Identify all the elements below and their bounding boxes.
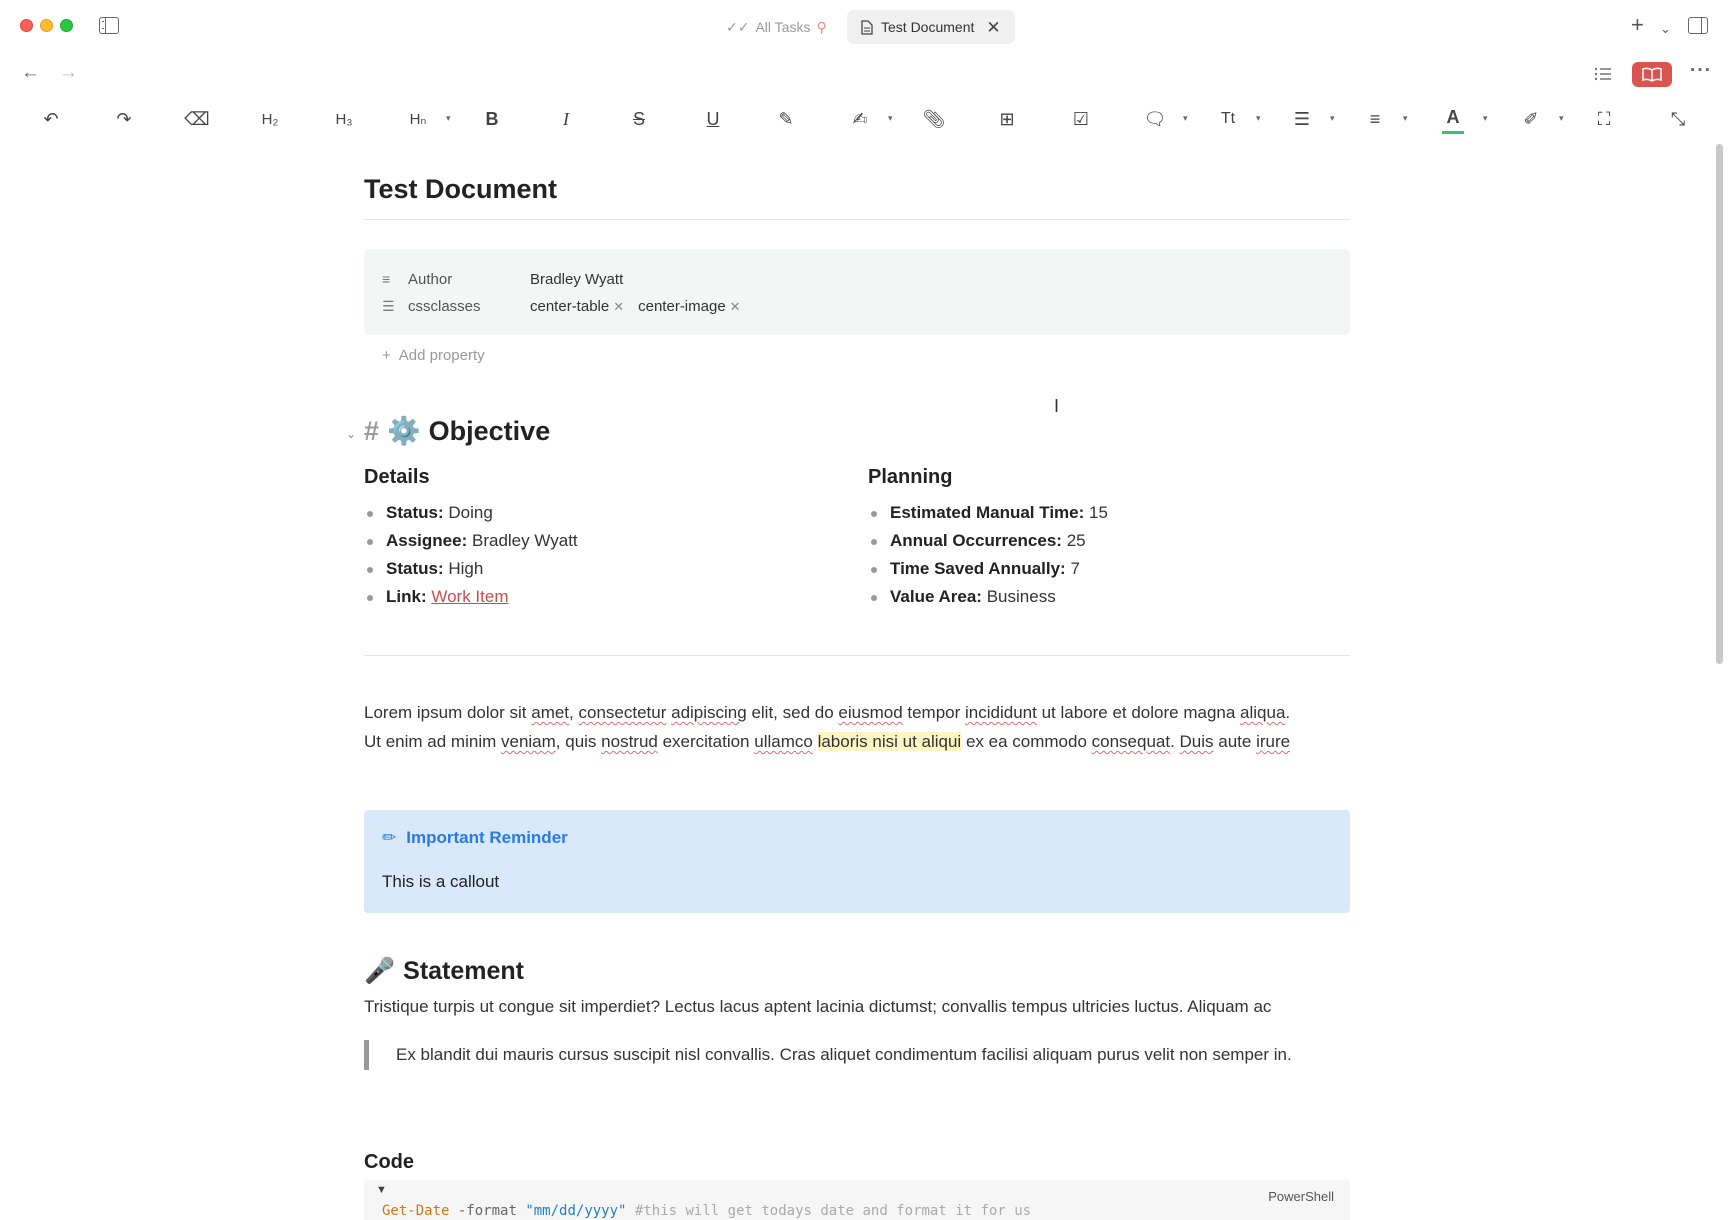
highlight-caret-icon[interactable]: ▾: [1559, 113, 1564, 123]
item-value: Business: [986, 587, 1056, 606]
right-sidebar-toggle-icon[interactable]: [1688, 17, 1708, 34]
details-heading[interactable]: Details: [364, 466, 430, 488]
document-icon: [861, 20, 873, 35]
align-center-icon[interactable]: ≡: [1369, 108, 1381, 129]
comment-caret-icon[interactable]: ▾: [1183, 113, 1188, 123]
open-book-icon: [1642, 67, 1662, 82]
code-language-label: PowerShell: [1268, 1189, 1334, 1204]
formatting-toolbar: [0, 100, 1728, 138]
comment-bubble-icon[interactable]: 🗨︎: [1143, 108, 1167, 129]
section-divider: [364, 655, 1350, 656]
statement-paragraph[interactable]: Tristique turpis ut congue sit imperdiet? Lectus lacus aptent lacinia dictumst; convallis tempus ultricies luctus. Aliquam ac: [364, 997, 1272, 1016]
planning-list: [868, 499, 1108, 611]
item-value: 25: [1066, 531, 1086, 550]
document-title[interactable]: Test Document: [364, 174, 558, 204]
fold-triangle-icon[interactable]: ▼: [376, 1184, 387, 1196]
details-list: [364, 499, 578, 611]
planning-heading[interactable]: Planning: [868, 466, 953, 488]
tab-label: All Tasks: [755, 19, 811, 35]
heading-caret-icon[interactable]: ▾: [446, 113, 451, 123]
property-tag[interactable]: [638, 298, 740, 315]
code-heading[interactable]: Code: [364, 1151, 414, 1173]
heading-text: Statement: [403, 957, 525, 985]
item-value: Doing: [448, 503, 493, 522]
code-command: Get-Date: [382, 1203, 450, 1219]
item-label: Value Area:: [890, 587, 982, 606]
heading-n-icon[interactable]: Hₙ: [409, 111, 427, 128]
work-item-link[interactable]: Work Item: [431, 587, 509, 606]
title-bar: [0, 0, 1728, 52]
property-author[interactable]: [382, 266, 623, 292]
list-item[interactable]: [364, 527, 578, 555]
remove-tag-icon[interactable]: ✕: [729, 298, 741, 314]
planning-column: [868, 466, 1108, 611]
pin-icon[interactable]: ⚲: [816, 18, 827, 35]
heading-text: Objective: [428, 415, 551, 446]
callout-body: This is a callout: [382, 872, 500, 891]
double-check-icon: ✓✓: [726, 18, 750, 35]
heading-statement[interactable]: [364, 957, 524, 986]
callout-header: [382, 828, 568, 848]
item-label: Estimated Manual Time:: [890, 503, 1085, 522]
code-flag: -format: [457, 1203, 517, 1219]
tag-label: center-image: [638, 297, 726, 315]
forward-arrow-icon[interactable]: →: [59, 62, 78, 83]
highlight-color-icon[interactable]: ✐: [1523, 108, 1539, 129]
collapse-heading-icon[interactable]: ⌄: [346, 427, 357, 441]
list-item[interactable]: [868, 583, 1108, 611]
list-item[interactable]: [364, 499, 578, 527]
code-string: "mm/dd/yyyy": [525, 1203, 627, 1219]
table-icon[interactable]: ⊞: [999, 108, 1015, 129]
expand-icon[interactable]: ⛶: [1597, 108, 1611, 129]
item-label: Time Saved Annually:: [890, 559, 1066, 578]
item-value: 15: [1089, 503, 1108, 522]
code-comment: #this will get todays date and format it for us: [634, 1203, 1032, 1219]
add-property-label: Add property: [398, 347, 485, 364]
italic-icon[interactable]: I: [563, 108, 569, 129]
more-options-icon[interactable]: ···: [1690, 60, 1712, 81]
remove-tag-icon[interactable]: ✕: [613, 298, 625, 314]
property-cssclasses[interactable]: [382, 293, 755, 319]
properties-panel: [364, 249, 1350, 335]
add-property-button[interactable]: [382, 347, 485, 364]
property-key: Author: [408, 270, 453, 288]
text-color-caret-icon[interactable]: ▾: [1483, 113, 1488, 123]
collapse-icon[interactable]: ⤡: [1670, 108, 1686, 129]
heading2-icon[interactable]: H₂: [261, 110, 279, 128]
item-value: 7: [1070, 559, 1080, 578]
task-check-icon[interactable]: ☑: [1072, 108, 1090, 129]
redo-icon[interactable]: ↷: [116, 108, 132, 129]
bullet-list-icon[interactable]: ☰: [1293, 108, 1311, 129]
left-sidebar-toggle-icon[interactable]: [99, 17, 119, 34]
item-label: Annual Occurrences:: [890, 531, 1062, 550]
blockquote[interactable]: Ex blandit dui mauris cursus suscipit nisl convallis. Cras aliquet condimentum facilisi aliquam purus velit non semper in.: [364, 1040, 1350, 1070]
item-label: Status:: [386, 559, 444, 578]
font-size-caret-icon[interactable]: ▾: [1256, 113, 1261, 123]
pencil-icon: ✏︎: [382, 828, 397, 847]
bold-icon[interactable]: B: [485, 108, 499, 129]
tab-list-chevron-icon[interactable]: ⌄: [1660, 21, 1671, 36]
callout-box[interactable]: [364, 810, 1350, 913]
align-caret-icon[interactable]: ▾: [1403, 113, 1408, 123]
edit-pencil-icon[interactable]: ✍: [852, 108, 868, 129]
list-item[interactable]: [364, 583, 578, 611]
font-size-icon[interactable]: Tt: [1220, 110, 1236, 127]
new-tab-icon[interactable]: +: [1631, 12, 1644, 37]
list-item[interactable]: [364, 555, 578, 583]
code-block[interactable]: [364, 1180, 1350, 1220]
property-value[interactable]: Bradley Wyatt: [530, 270, 624, 288]
underline-icon[interactable]: U: [706, 108, 720, 129]
microphone-emoji-icon: 🎤: [364, 957, 396, 985]
text-lines-icon: ≡: [382, 271, 391, 287]
item-label: Assignee:: [386, 531, 468, 550]
list-item[interactable]: [868, 555, 1108, 583]
zoom-window-button[interactable]: [60, 19, 73, 32]
outline-list-icon[interactable]: [1594, 67, 1612, 81]
details-column: [364, 466, 578, 611]
heading-hash: #: [364, 415, 380, 446]
tab-test-document[interactable]: [847, 10, 1015, 44]
title-divider: [364, 219, 1350, 220]
reading-mode-button[interactable]: [1632, 62, 1672, 87]
list-item[interactable]: [868, 527, 1108, 555]
undo-icon[interactable]: ↶: [43, 108, 59, 129]
item-value: High: [448, 559, 484, 578]
close-window-button[interactable]: [20, 19, 33, 32]
list-item[interactable]: [868, 499, 1108, 527]
close-tab-icon[interactable]: ✕: [986, 17, 1001, 37]
vertical-scrollbar[interactable]: [1716, 144, 1723, 664]
list-caret-icon[interactable]: ▾: [1330, 113, 1335, 123]
tag-label: center-table: [530, 297, 610, 315]
eraser-icon[interactable]: ⌫: [184, 108, 210, 129]
code-line: [382, 1203, 1031, 1219]
back-arrow-icon[interactable]: ←: [21, 62, 40, 83]
plus-icon: +: [382, 347, 391, 364]
tab-label: Test Document: [881, 19, 975, 35]
text-color-icon[interactable]: A: [1442, 104, 1464, 134]
heading3-icon[interactable]: H₃: [335, 110, 353, 128]
paperclip-icon[interactable]: 📎︎: [922, 108, 946, 129]
tab-all-tasks[interactable]: [726, 15, 827, 39]
strikethrough-icon[interactable]: S: [632, 108, 645, 129]
property-tag[interactable]: [530, 298, 624, 315]
gear-emoji-icon: ⚙️: [387, 416, 421, 446]
property-key: cssclasses: [408, 297, 481, 315]
highlighter-pen-icon[interactable]: ✎: [778, 108, 794, 129]
item-label: Link:: [386, 587, 427, 606]
minimize-window-button[interactable]: [40, 19, 53, 32]
item-value: Bradley Wyatt: [471, 531, 578, 550]
edit-caret-icon[interactable]: ▾: [888, 113, 893, 123]
item-label: Status:: [386, 503, 444, 522]
callout-title: Important Reminder: [406, 828, 568, 847]
list-icon: ☰: [382, 297, 395, 314]
text-cursor-icon: I: [1054, 396, 1060, 416]
heading-objective[interactable]: [364, 415, 550, 447]
lorem-paragraph[interactable]: Lorem ipsum dolor sit amet, consectetur adipiscing elit, sed do eiusmod tempor incididunt ut labore et dolore magna aliqua. Ut enim ad minim veniam, quis nostrud exercitation ullamco laboris nisi ut aliqui ex ea commodo consequat. Duis aute irure: [364, 703, 1291, 751]
